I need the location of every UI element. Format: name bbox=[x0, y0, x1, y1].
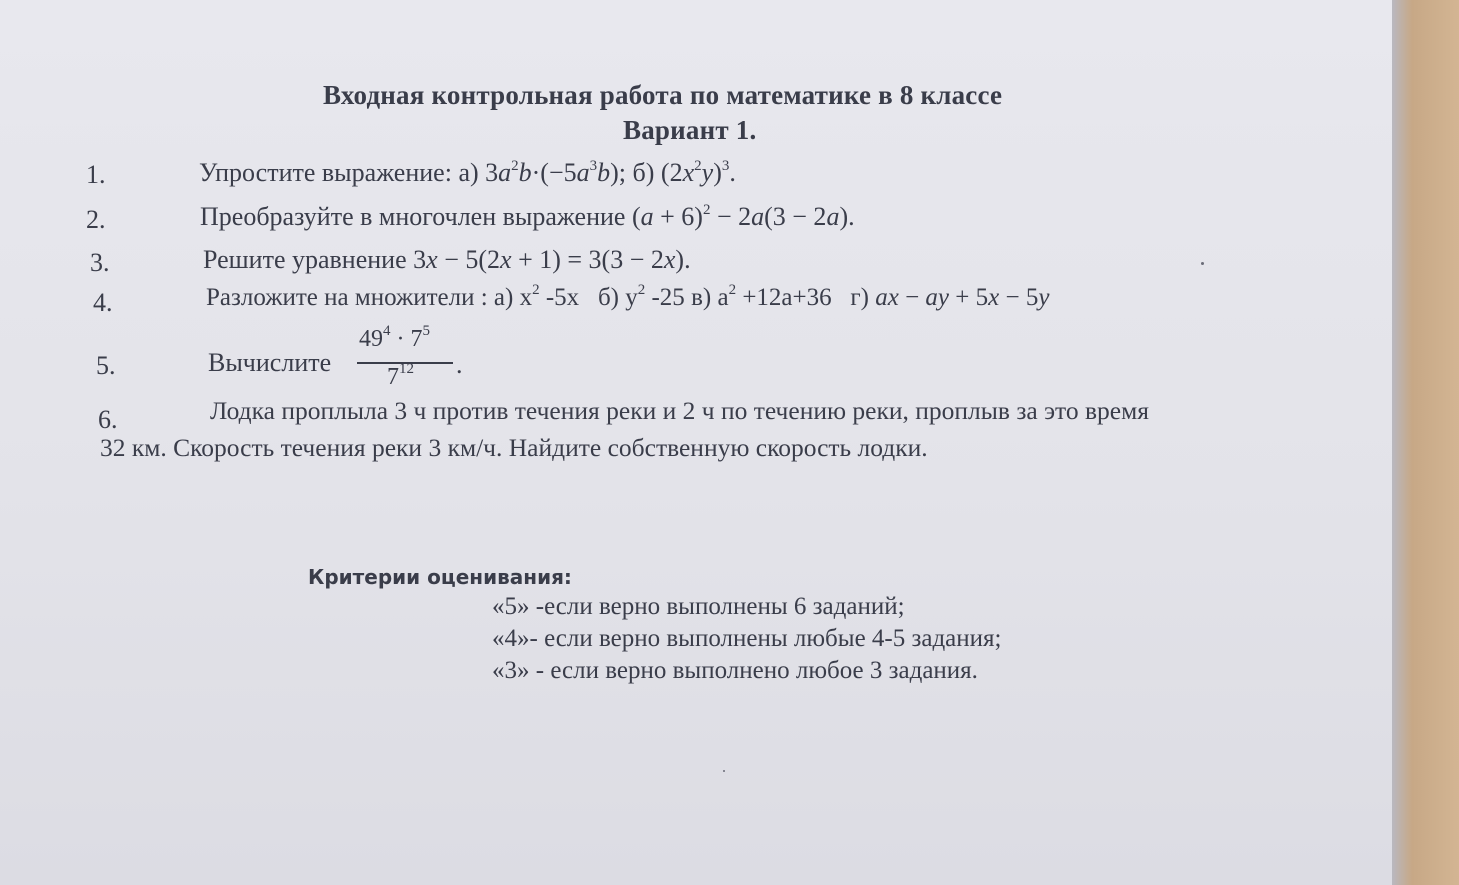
table-background bbox=[1392, 0, 1459, 885]
fraction-denominator: $7^{12}$ bbox=[387, 361, 414, 390]
task-1-part-b-label: ; б) bbox=[618, 158, 655, 187]
task-2-expr: $(a + 6)^2 - 2a(3 - 2a)$ bbox=[631, 202, 849, 231]
paper-speck bbox=[1201, 262, 1204, 265]
task-6-line-1: Лодка проплыла 3 ч против течения реки и 2 ч по течению реки, проплыв за это время bbox=[210, 396, 1149, 425]
task-4-expr-b: $y^2$ -25 bbox=[625, 282, 685, 311]
document-title: Входная контрольная работа по математике в 8 классе bbox=[323, 80, 1003, 110]
task-1-number: 1. bbox=[86, 160, 106, 189]
task-5-label: Вычислите bbox=[208, 348, 332, 377]
task-4-part-v-label: в) bbox=[691, 284, 712, 311]
task-4-number: 4. bbox=[93, 288, 113, 317]
task-3-text bbox=[203, 245, 691, 275]
task-4-part-g-label: г) bbox=[850, 284, 869, 311]
task-3-end: . bbox=[684, 245, 691, 274]
criteria-line-4: «4»- если верно выполнены любые 4-5 задания; bbox=[492, 625, 1002, 652]
task-2-text bbox=[200, 202, 855, 232]
task-4-expr-g: ax − ay + 5x − 5y bbox=[875, 284, 1050, 311]
task-1-label: Упростите выражение: а) bbox=[199, 158, 479, 187]
task-2-number: 2. bbox=[86, 205, 106, 234]
task-5-end: . bbox=[456, 350, 463, 379]
task-3-label: Решите уравнение bbox=[203, 245, 407, 274]
task-3-number: 3. bbox=[90, 248, 110, 277]
task-4-expr-v: $a^2 +12a+36$ bbox=[717, 282, 832, 311]
task-1-text bbox=[199, 158, 736, 188]
task-1-expr-a: $3a^2b\cdot(-5a^3b)$ bbox=[485, 158, 619, 187]
task-1-end: . bbox=[729, 158, 736, 187]
task-5-number: 5. bbox=[96, 351, 116, 380]
task-2-label: Преобразуйте в многочлен выражение bbox=[200, 202, 626, 231]
task-1-expr-b: $(2x^2y)^3$ bbox=[660, 158, 730, 187]
variant-label: Вариант 1. bbox=[623, 115, 757, 145]
task-6-line-2: 32 км. Скорость течения реки 3 км/ч. Найдите собственную скорость лодки. bbox=[100, 433, 928, 462]
fraction-numerator: $49^4 \cdot 7^5$ bbox=[359, 323, 430, 352]
task-4-label: Разложите на множители : а) bbox=[206, 284, 514, 311]
criteria-heading: Критерии оценивания: bbox=[308, 565, 572, 589]
criteria-line-5: «5» -если верно выполнены 6 заданий; bbox=[492, 593, 905, 620]
task-6-number: 6. bbox=[98, 405, 118, 434]
task-4-part-b-label: б) bbox=[597, 284, 619, 311]
task-4-expr-a: $x^2$ -5x bbox=[519, 282, 580, 311]
paper-speck bbox=[723, 770, 725, 772]
criteria-line-3: «3» - если верно выполнено любое 3 задания. bbox=[492, 657, 978, 684]
task-4-text bbox=[206, 284, 1049, 312]
task-3-expr: 3x − 5(2x + 1) = 3(3 − 2x) bbox=[413, 245, 685, 274]
task-2-end: . bbox=[848, 202, 855, 231]
